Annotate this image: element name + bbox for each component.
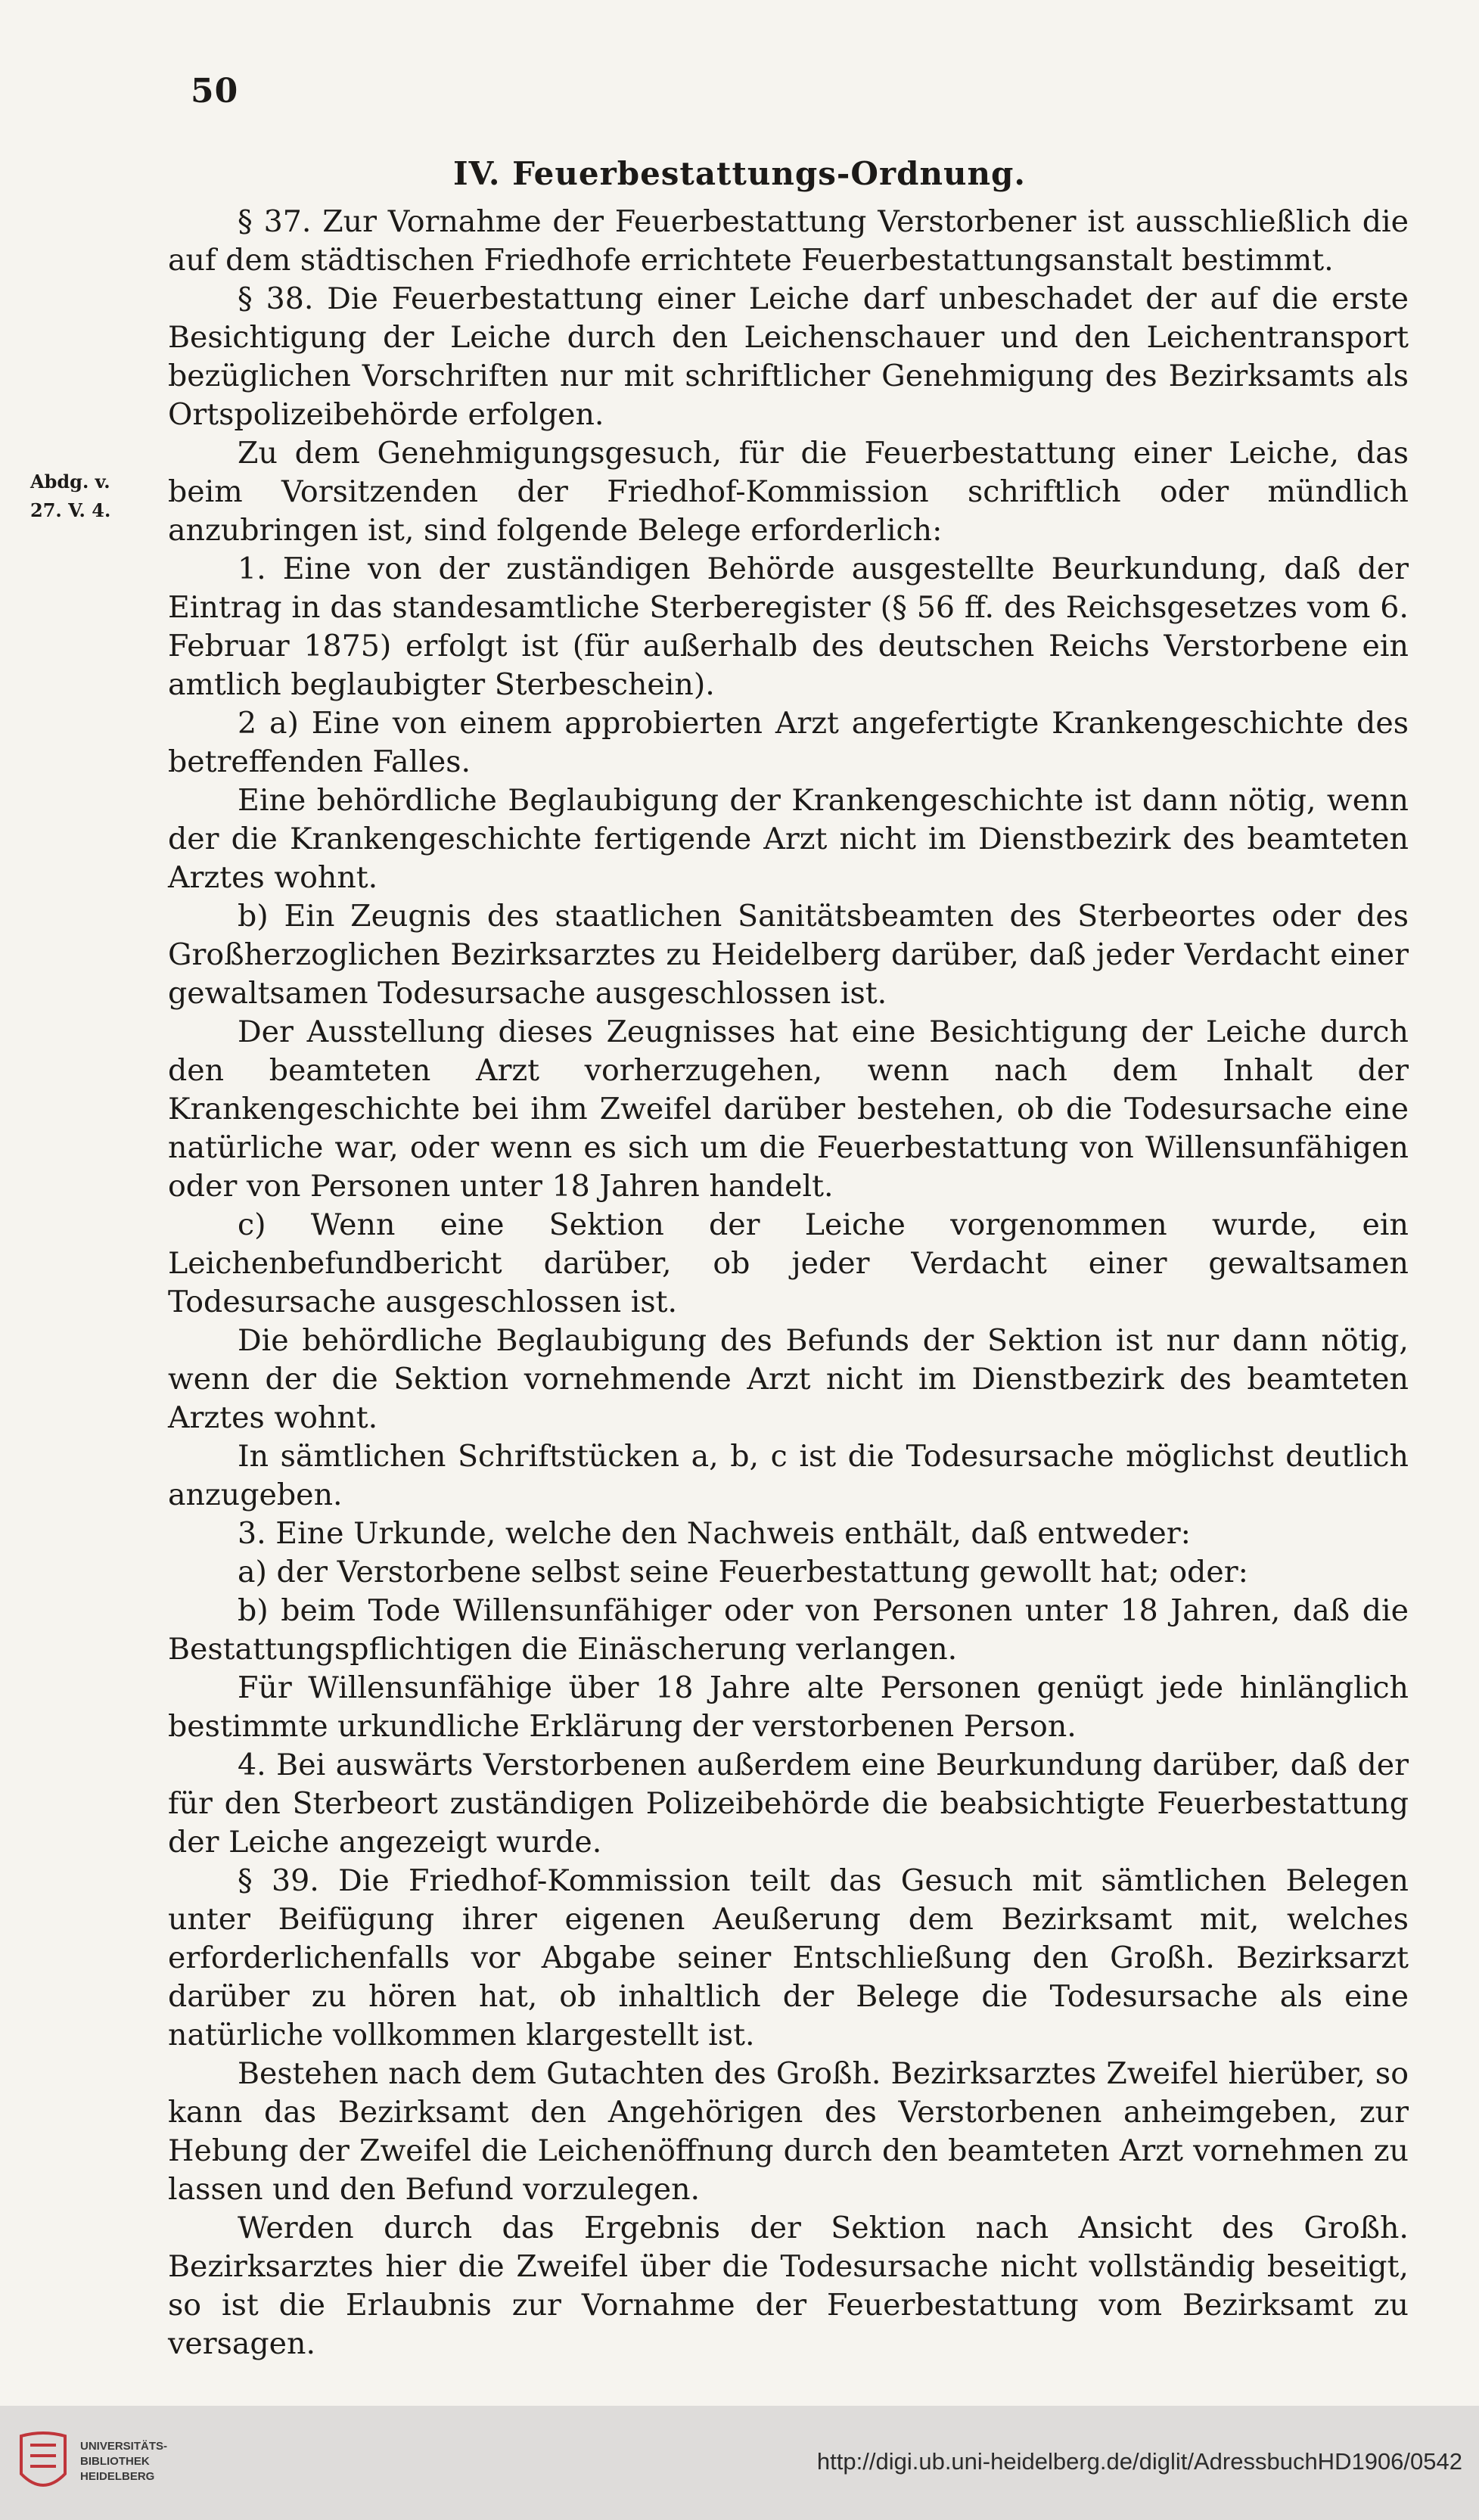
paragraph: 4. Bei auswärts Verstorbenen außerdem eine Beurkundung darüber, daß der für den Sterbeort zuständigen Polizeibehörde die beabsichtigte Feuerbestattung der Leiche angezeigt wurde. [168,1748,1409,1860]
library-name-line: HEIDELBERG [80,2470,155,2483]
source-url-link[interactable]: http://digi.ub.uni-heidelberg.de/diglit/AdressbuchHD1906/0542 [816,2448,1462,2475]
margin-note-line: Abdg. v. [30,471,110,493]
library-seal-icon [14,2428,73,2498]
library-name [80,2439,167,2484]
paragraph: Der Ausstellung dieses Zeugnisses hat eine Besichtigung der Leiche durch den beamteten Arzt vorherzugehen, wenn nach dem Inhalt der Krankengeschichte bei ihm Zweifel darüber bestehen, ob die Todesursache eine natürliche war, oder wenn es sich um die Feuerbestattung von Willensunfähigen oder von Personen unter 18 Jahren handelt. [168,1015,1409,1204]
paragraph: 2 a) Eine von einem approbierten Arzt angefertigte Krankengeschichte des betreffenden Falles. [168,706,1409,779]
library-logo[interactable] [14,2425,195,2501]
margin-note-line: 27. V. 4. [30,499,111,521]
paragraph: Bestehen nach dem Gutachten des Großh. Bezirksarztes Zweifel hierüber, so kann das Bezirksamt den Angehörigen des Verstorbenen anheimgeben, zur Hebung der Zweifel die Leichenöffnung durch den beamteten Arzt vornehmen zu lassen und den Befund vorzulegen. [168,2056,1409,2207]
paragraph: § 37. Zur Vornahme der Feuerbestattung Verstorbener ist ausschließlich die auf dem städtischen Friedhofe errichtete Feuerbestattungsanstalt bestimmt. [168,204,1409,278]
body-text [168,203,1409,2363]
paragraph: 3. Eine Urkunde, welche den Nachweis enthält, daß entweder: [238,1516,1191,1551]
margin-note [30,468,110,525]
paragraph: Die behördliche Beglaubigung des Befunds der Sektion ist nur dann nötig, wenn der die Sektion vornehmende Arzt nicht im Dienstbezirk des beamteten Arztes wohnt. [168,1323,1409,1435]
paragraph: c) Wenn eine Sektion der Leiche vorgenommen wurde, ein Leichenbefundbericht darüber, ob jeder Verdacht einer gewaltsamen Todesursache ausgeschlossen ist. [168,1207,1409,1319]
viewer-footer [0,2406,1479,2520]
paragraph: In sämtlichen Schriftstücken a, b, c ist die Todesursache möglichst deutlich anzugeben. [168,1439,1409,1512]
paragraph: Zu dem Genehmigungsgesuch, für die Feuerbestattung einer Leiche, das beim Vorsitzenden der Friedhof-Kommission schriftlich oder mündlich anzubringen ist, sind folgende Belege erforderlich: [168,436,1409,548]
paragraph: b) Ein Zeugnis des staatlichen Sanitätsbeamten des Sterbeortes oder des Großherzoglichen Bezirksarztes zu Heidelberg darüber, daß jeder Verdacht einer gewaltsamen Todesursache ausgeschlossen ist. [168,899,1409,1011]
paragraph: § 38. Die Feuerbestattung einer Leiche darf unbeschadet der auf die erste Besichtigung der Leiche durch den Leichenschauer und den Leichentransport bezüglichen Vorschriften nur mit schriftlicher Genehmigung des Bezirksamts als Ortspolizeibehörde erfolgen. [168,281,1409,432]
paragraph: 1. Eine von der zuständigen Behörde ausgestellte Beurkundung, daß der Eintrag in das standesamtliche Sterberegister (§ 56 ff. des Reichsgesetzes vom 6. Februar 1875) erfolgt ist (für außerhalb des deutschen Reichs Verstorbene ein amtlich beglaubigter Sterbeschein). [168,552,1409,702]
paragraph: b) beim Tode Willensunfähiger oder von Personen unter 18 Jahren, daß die Bestattungspflichtigen die Einäscherung verlangen. [168,1593,1409,1667]
paragraph: a) der Verstorbene selbst seine Feuerbestattung gewollt hat; oder: [238,1555,1248,1589]
page-number: 50 [191,72,239,110]
section-heading: IV. Feuerbestattungs-Ordnung. [452,155,1027,192]
paragraph: Werden durch das Ergebnis der Sektion nach Ansicht des Großh. Bezirksarztes hier die Zweifel über die Todesursache nicht vollständig beseitigt, so ist die Erlaubnis zur Vornahme der Feuerbestattung vom Bezirksamt zu versagen. [168,2211,1409,2361]
library-name-line: UNIVERSITÄTS- [80,2440,168,2453]
paragraph: Eine behördliche Beglaubigung der Krankengeschichte ist dann nötig, wenn der die Krankengeschichte fertigende Arzt nicht im Dienstbezirk des beamteten Arztes wohnt. [168,783,1409,895]
paragraph: Für Willensunfähige über 18 Jahre alte Personen genügt jede hinlänglich bestimmte urkundliche Erklärung der verstorbenen Person. [168,1670,1409,1744]
paragraph: § 39. Die Friedhof-Kommission teilt das Gesuch mit sämtlichen Belegen unter Beifügung ihrer eigenen Aeußerung dem Bezirksamt mit, welches erforderlichenfalls vor Abgabe seiner Entschließung den Großh. Bezirksarzt darüber zu hören hat, ob inhaltlich der Belege die Todesursache als eine natürliche vollkommen klargestellt ist. [168,1863,1409,2052]
library-name-line: BIBLIOTHEK [80,2455,150,2468]
